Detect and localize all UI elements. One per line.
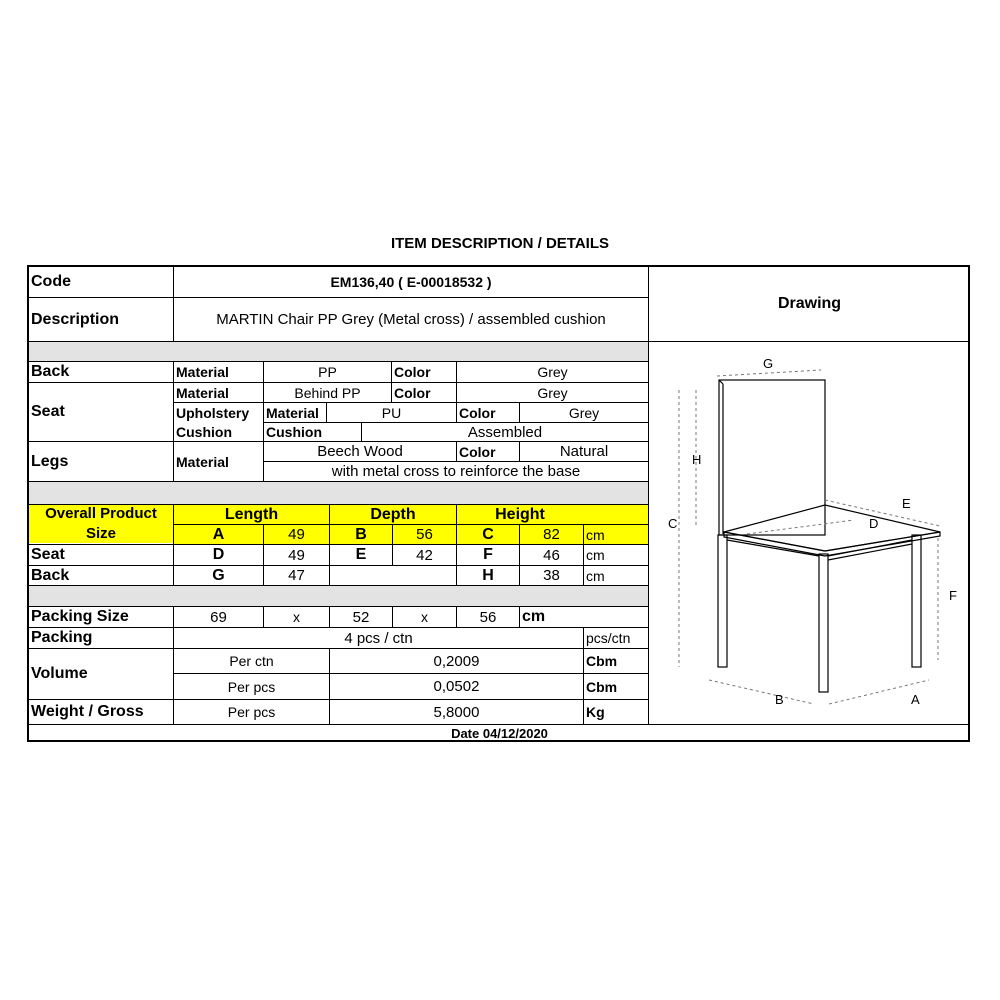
volume-per-ctn: 0,2009 [433,652,480,670]
seat-size-label: Seat [31,546,65,563]
weight-per-pcs-label: Per pcs [227,704,276,720]
length-header: Length [174,505,329,524]
overall-a-label: A [174,525,263,544]
packing-size-unit: cm [522,608,546,625]
chair-seat [724,505,940,551]
overall-b: 56 [393,525,456,544]
packing-size-w: 52 [352,608,370,626]
upholstery-color-label: Color [459,405,496,421]
seat-material-label: Material [176,384,229,401]
back-label: Back [31,363,70,380]
seat-e: 42 [416,546,433,564]
back-material-label: Material [176,364,229,380]
separator-row [29,586,648,606]
chair-backrest [719,380,825,535]
dim-label-h: H [692,452,702,467]
cushion-sub-label: Cushion [266,424,322,440]
back-color-label: Color [394,364,431,380]
seat-f-label: F [483,546,493,563]
seat-size-unit: cm [586,547,605,563]
legs-color: Natural [559,443,609,460]
volume-per-pcs-label: Per pcs [227,678,276,695]
upholstery-color: Grey [568,405,600,421]
seat-d: 49 [288,546,305,564]
legs-color-label: Color [459,443,496,460]
weight-unit: Kg [586,704,605,720]
seat-f: 46 [543,546,560,564]
packing-size-l: 69 [210,608,227,626]
packing-label: Packing [31,629,93,646]
description-value: MARTIN Chair PP Grey (Metal cross) / assembled cushion [216,311,606,328]
size-header-line-1: Overall Product [45,505,157,522]
chair-leg [819,554,828,692]
separator-row [29,342,648,361]
upholstery-label: Upholstery [176,405,250,421]
seat-d-label: D [212,546,225,563]
volume-per-pcs-unit: Cbm [586,678,618,695]
seat-e-label: E [355,546,367,563]
legs-material-label: Material [176,453,229,470]
code-label: Code [31,273,71,290]
drawing-header: Drawing [777,295,842,312]
overall-a: 49 [264,525,329,544]
code-value: EM136,40 ( E-00018532 ) [330,274,492,290]
size-header-label [29,505,173,543]
dim-label-e: E [902,496,911,511]
overall-b-label: B [330,525,392,544]
upholstery-material: PU [381,405,402,421]
seat-color-label: Color [394,384,431,401]
packing-size-h: 56 [479,608,497,626]
back-g-label: G [212,566,225,584]
packing-size-x2: x [421,609,428,625]
seat-material: Behind PP [294,384,361,401]
size-header-line-2: Size [85,525,116,542]
chair-leg [718,535,727,667]
chair-drawing [649,342,970,724]
volume-per-ctn-unit: Cbm [586,653,618,669]
separator-row [29,482,648,504]
back-material: PP [318,364,337,380]
back-g: 47 [288,567,305,584]
dim-label-c: C [668,516,678,531]
chair-leg [912,535,921,667]
date: Date 04/12/2020 [451,726,548,741]
volume-per-ctn-label: Per ctn [229,653,274,669]
weight-value: 5,8000 [433,703,480,721]
packing-unit: pcs/ctn [586,630,631,646]
dim-label-d: D [869,516,879,531]
back-h: 38 [543,567,560,584]
seat-color: Grey [537,384,568,401]
back-color: Grey [537,364,568,380]
overall-c-label: C [457,525,519,544]
back-size-unit: cm [586,567,605,584]
volume-per-pcs: 0,0502 [433,678,480,695]
depth-header: Depth [330,505,456,524]
size-header-filler [583,505,648,524]
seat-label: Seat [31,403,65,420]
weight-label: Weight / Gross [31,703,144,720]
back-size-label: Back [31,566,70,584]
packing-value: 4 pcs / ctn [344,629,413,647]
cushion-value: Assembled [467,423,543,441]
volume-label: Volume [31,665,88,682]
dim-label-g: G [763,356,774,371]
document-title: ITEM DESCRIPTION / DETAILS [390,235,610,252]
packing-size-x1: x [293,609,300,625]
legs-material: Beech Wood [317,443,403,460]
details-table [27,265,970,742]
height-header: Height [457,505,583,524]
back-h-label: H [482,566,494,584]
overall-c: 82 [520,525,583,544]
cushion-label: Cushion [176,423,232,440]
overall-unit: cm [584,525,648,544]
dim-label-a: A [911,692,920,707]
description-label: Description [31,310,120,328]
legs-note: with metal cross to reinforce the base [331,463,581,480]
dim-label-b: B [775,692,784,707]
packing-size-label: Packing Size [31,608,129,625]
dim-label-f: F [949,588,957,603]
upholstery-material-label: Material [266,405,319,421]
legs-label: Legs [31,452,69,470]
